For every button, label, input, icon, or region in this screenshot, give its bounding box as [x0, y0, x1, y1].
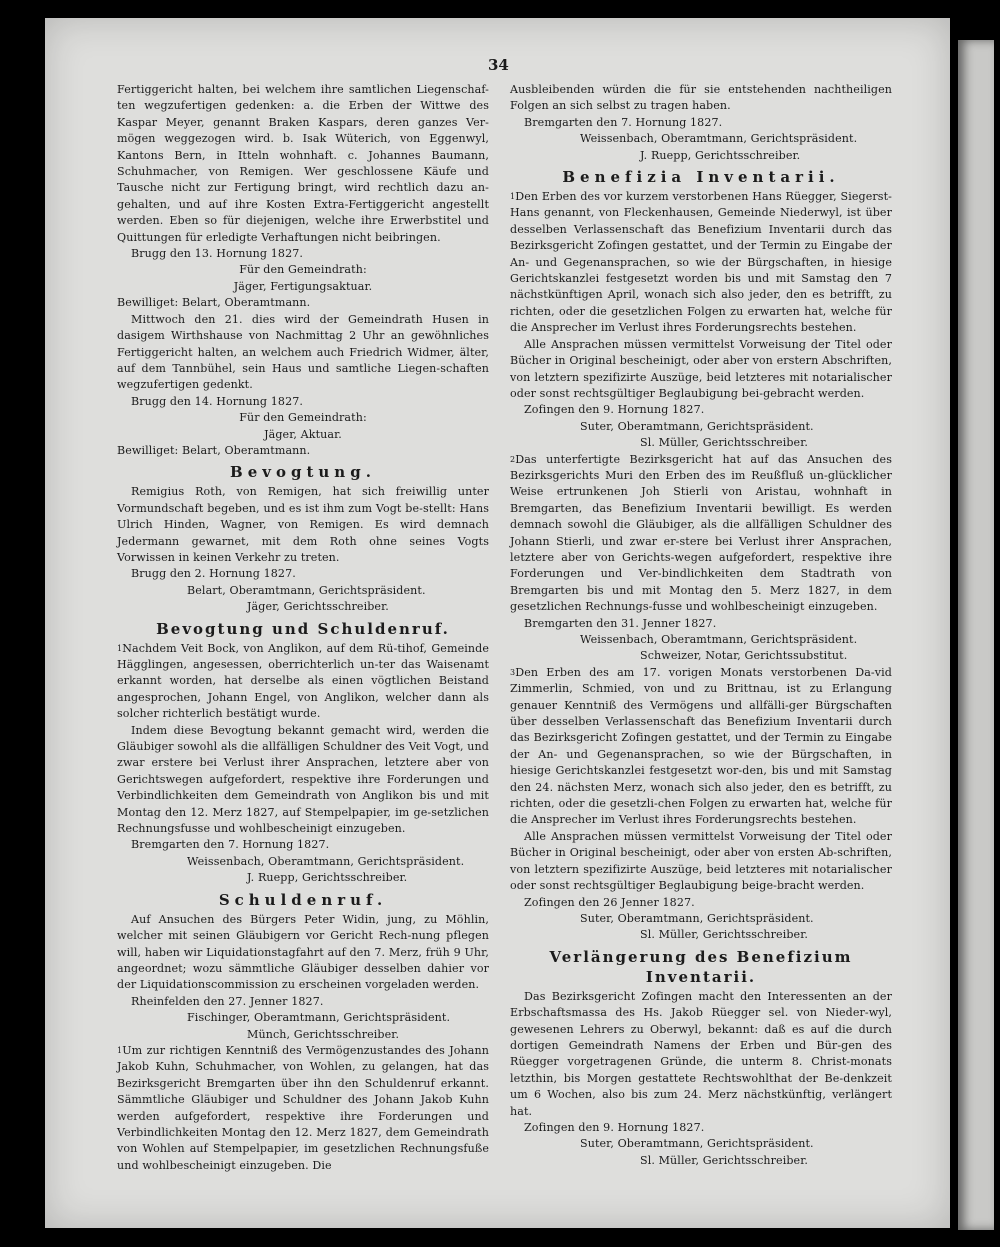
notice-signature: Sl. Müller, Gerichtsschreiber. [640, 436, 809, 450]
notice-signature: Sl. Müller, Gerichtsschreiber. [640, 1153, 809, 1167]
notice-signature: Belart, Oberamtmann, Gerichtspräsident. [187, 583, 426, 597]
notice-date: Bremgarten den 7. Hornung 1827. [524, 115, 723, 129]
notice-stierli-text: Das unterfertigte Bezirksgericht hat auf das Ansuchen des Bezirksgerichts Muri den Erben des im Reußfluß un-glücklicher Weise ertrunkenen Joh Stierli von Aristau, wohnhaft in Bremgarten, das Benefizium Inventarii bewilligt. Es werden demnach sowohl die Gläubiger, als die allfälligen Schuldner des Johann Stierli, und zwar er-stere bei Verlust ihrer Ansprachen, letztere aber von Gerichts-wegen aufgefordert, respektive ihre Forderungen und Ver-bindlichkeiten dem Stadtrath von Bremgarten bis und mit Montag den 5. Merz 1827, in dem gesetzlichen Rechnungs-fusse und wohlbescheinigt einzugeben. [510, 452, 892, 614]
notice-bevogtung-roth: Remigius Roth, von Remigen, hat sich freiwillig unter Vormundschaft begeben, und es ist ihm zum Vogt be-stellt: Hans Ulrich Hinden, Wagner, von Remigen. Es wird demnach Jedermann gewarnet, mit dem Roth ohne seines Vogts Vorwissen in keinen Verkehr zu treten. [117, 485, 489, 564]
notice-verlaengerung: Das Bezirksgericht Zofingen macht den Interessenten an der Erbschaftsmassa des Hs. Jakob Rüegger sel. von Nieder-wyl, gewesenen Lehrers zu Oberwyl, bekannt: daß es auf die durch dortigen Gemeindrath Namens der Erben und Bür-gen des Rüegger vorgetragenen Gründe, die unterm 8. Christ-monats letzthin, bis Morgen gestattete Rechtswohlthat der Be-denkzeit um 6 Wochen, also bis zum 24. Merz nächstkünftig, verlängert hat. [510, 989, 892, 1118]
notice-signature: J. Ruepp, Gerichtsschreiber. [640, 148, 801, 162]
left-column [117, 82, 489, 1174]
notice-date: Brugg den 13. Hornung 1827. [131, 247, 304, 261]
notice-signature: Münch, Gerichtsschreiber. [247, 1027, 400, 1041]
notice-approval: Bewilliget: Belart, Oberamtmann. [117, 443, 311, 457]
notice-signature: Suter, Oberamtmann, Gerichtspräsident. [580, 419, 814, 433]
notice-zimmerlin-claims: Alle Ansprachen müssen vermittelst Vorweisung der Titel oder Bücher in Original bescheinigt, oder aber von ersten Ab-schriften, von letztern spezifizirte Auszüge, beid letzteres mit notarialischer oder sonst rechtsgültiger Beglaubigung beige-bracht werden. [510, 829, 892, 893]
footnote-number: 3 [510, 667, 516, 677]
notice-zimmerlin [510, 665, 892, 829]
footnote-number: 1 [510, 192, 516, 202]
notice-signature: Für den Gemeindrath: [239, 263, 367, 277]
notice-date: Zofingen den 9. Hornung 1827. [524, 1120, 705, 1134]
notice-rueegger-claims: Alle Ansprachen müssen vermittelst Vorweisung der Titel oder Bücher in Original bescheinigt, oder aber von erstern Abschriften, von letztern spezifizirte Auszüge, beid letzteres mit notarialischer oder sonst rechtsgültiger Beglaubigung bei-gebracht werden. [510, 337, 892, 400]
notice-kuhn-continued: Ausbleibenden würden die für sie entstehenden nachtheiligen Folgen an sich selbst zu tragen haben. [510, 83, 892, 113]
notice-date: Zofingen den 26 Jenner 1827. [524, 895, 695, 909]
right-column [510, 82, 892, 1169]
footnote-number: 1 [117, 643, 123, 653]
notice-signature: Sl. Müller, Gerichtsschreiber. [640, 928, 809, 942]
notice-rueegger [510, 189, 892, 337]
notice-date: Bremgarten den 31. Jenner 1827. [524, 616, 717, 630]
footnote-number: 1 [117, 1045, 123, 1055]
notice-date: Brugg den 2. Hornung 1827. [131, 567, 296, 581]
notice-date: Bremgarten den 7. Hornung 1827. [131, 838, 330, 852]
notice-signature: Weissenbach, Oberamtmann, Gerichtspräsident. [187, 854, 465, 868]
notice-approval: Bewilliget: Belart, Oberamtmann. [117, 296, 311, 310]
section-heading-schuldenruf: Schuldenruf. [218, 890, 388, 909]
notice-date: Brugg den 14. Hornung 1827. [131, 394, 304, 408]
section-heading-benefizia-inventarii: Benefizia Inventarii. [562, 168, 840, 187]
notice-signature: Weissenbach, Oberamtmann, Gerichtspräsident. [580, 633, 858, 646]
section-heading-bevogtung: Bevogtung. [230, 463, 376, 482]
notice-signature: Suter, Oberamtmann, Gerichtspräsident. [580, 1137, 814, 1151]
notice-signature: Jäger, Gerichtsschreiber. [247, 600, 389, 614]
notice-signature: Fischinger, Oberamtmann, Gerichtspräsident. [187, 1011, 451, 1025]
notice-date: Rheinfelden den 27. Jenner 1827. [131, 994, 324, 1008]
footnote-number: 2 [510, 454, 516, 464]
notice-signature: Jäger, Fertigungsaktuar. [233, 279, 373, 293]
notice-rueegger-text: Den Erben des vor kurzem verstorbenen Hans Rüegger, Siegerst-Hans genannt, von Fleckenhausen, Gemeinde Niederwyl, ist über desselben Verlassenschaft das Benefizium Inventarii durch das Bezirksgericht Zofingen gestattet, und der Termin zu Eingabe der An- und Gegenansprachen, so wie der Bürgschaften, in hiesige Gerichtskanzlei festgesetzt worden bis und mit Samstag den 7 nächstkünftigen April, wonach sich also jeder, den es betrifft, zu richten, oder die gesetzlichen Folgen zu erwarten hat, welche für die Ansprecher im Verlust ihres Forderungsrechts bestehen. [510, 190, 892, 335]
next-page-edge [958, 40, 994, 1230]
notice-kuhn [117, 1043, 489, 1174]
notice-signature: Schweizer, Notar, Gerichtssubstitut. [640, 649, 848, 663]
notice-signature: Jäger, Aktuar. [264, 427, 342, 441]
notice-date: Zofingen den 9. Hornung 1827. [524, 403, 705, 417]
notice-signature: J. Ruepp, Gerichtsschreiber. [247, 871, 408, 885]
notice-stierli [510, 452, 892, 616]
notice-zimmerlin-text: Den Erben des am 17. vorigen Monats verstorbenen Da-vid Zimmerlin, Schmied, von und zu Brittnau, ist zu Erlangung genauer Kenntniß des Vermögens und allfälli-ger Bürgschaften über desselben Verlassenschaft das Benefizium Inventarii durch das Bezirksgericht Zofingen gestattet, und der Termin zu Eingabe der An- und Gegenansprachen, so wie der Bürgschaften, in hiesige Gerichtskanzlei festgesetzt wor-den, bis und mit Samstag den 24. nächsten Merz, wonach sich also jeder, den es betrifft, zu richten, oder die gesetzli-chen Folgen zu erwarten hat, welche für die Ansprecher im Verlust ihres Forderungsrechts bestehen. [510, 665, 892, 827]
notice-signature: Weissenbach, Oberamtmann, Gerichtspräsident. [580, 132, 858, 146]
section-heading-bevogtung-schuldenruf: Bevogtung und Schuldenruf. [156, 619, 450, 638]
notice-fertiggericht-brugg: Fertiggericht halten, bei welchem ihre samtlichen Liegenschaf-ten wegzufertigen gedenken: a. die Erben der Wittwe des Kaspar Meyer, genannt Braken Kaspars, deren ganzes Ver-mögen weggezogen wird. b. Isak Wüterich, von Eggenwyl, Kantons Bern, in Itteln wohnhaft. c. Johannes Baumann, Schuhmacher, von Remigen. Wer geschlossene Käufe und Tausche nicht zur Fertigung bringt, wird rechtlich dazu an-gehalten, und auf ihre Kosten Extra-Fertiggericht angestellt werden. Eben so für diejenigen, welche ihre Erwerbstitel und Quittungen für erledigte Verhaftungen nicht beibringen. [117, 83, 489, 244]
notice-bock [117, 641, 489, 723]
notice-kuhn-text: Um zur richtigen Kenntniß des Vermögenzustandes des Johann Jakob Kuhn, Schuhmacher, von Wohlen, zu gelangen, hat das Bezirksgericht Bremgarten über ihn den Schuldenruf erkannt. Sämmtliche Gläubiger und Schuldner des Johann Jakob Kuhn werden aufgefordert, respektive ihre Forderungen und Verbindlichkeiten Montag den 12. Merz 1827, dem Gemeindrath von Wohlen auf Stempelpapier, im gesetzlichen Rechnungsfuße und wohlbescheinigt einzugeben. Die [117, 1043, 489, 1172]
notice-bock-text: Nachdem Veit Bock, von Anglikon, auf dem Rü-tihof, Gemeinde Hägglingen, angesessen, oberrichterlich un-ter das Waisenamt erkannt worden, hat derselbe als einen vögtlichen Beistand angesprochen, Johann Engel, von Anglikon, welcher dann als solcher richterlich bestätigt wurde. [117, 641, 489, 721]
notice-signature: Für den Gemeindrath: [239, 411, 367, 425]
section-heading-verlaengerung: Verlängerung des Benefizium Inventarii. [549, 947, 853, 986]
notice-widin: Auf Ansuchen des Bürgers Peter Widin, jung, zu Möhlin, welcher mit seinen Gläubigern vor Gericht Rech-nung pflegen will, haben wir Liquidationstagfahrt auf den 7. Merz, früh 9 Uhr, angeordnet; wozu sämmtliche Gläubiger desselben dahier vor der Liquidationscommission zu erscheinen vorgeladen werden. [117, 912, 489, 992]
page-number: 34 [488, 56, 509, 74]
notice-fertiggericht-husen: Mittwoch den 21. dies wird der Gemeindrath Husen in dasigem Wirthshause von Nachmittag 2 Uhr an gewöhnliches Fertiggericht halten, an welchem auch Friedrich Widmer, älter, auf dem Tannbühel, sein Haus und samtliche Liegen-schaften wegzufertigen gedenkt. [117, 312, 489, 392]
notice-signature: Suter, Oberamtmann, Gerichtspräsident. [580, 911, 814, 925]
notice-bock-creditors: Indem diese Bevogtung bekannt gemacht wird, werden die Gläubiger sowohl als die allfälligen Schuldner des Veit Vogt, und zwar erstere bei Verlust ihrer Ansprachen, letztere aber von Gerichtswegen aufgefordert, respektive ihre Forderungen und Verbindlichkeiten dem Gemeindrath von Anglikon bis und mit Montag den 12. Merz 1827, auf Stempelpapier, im ge-setzlichen Rechnungsfusse und wohlbescheinigt einzugeben. [117, 723, 489, 836]
